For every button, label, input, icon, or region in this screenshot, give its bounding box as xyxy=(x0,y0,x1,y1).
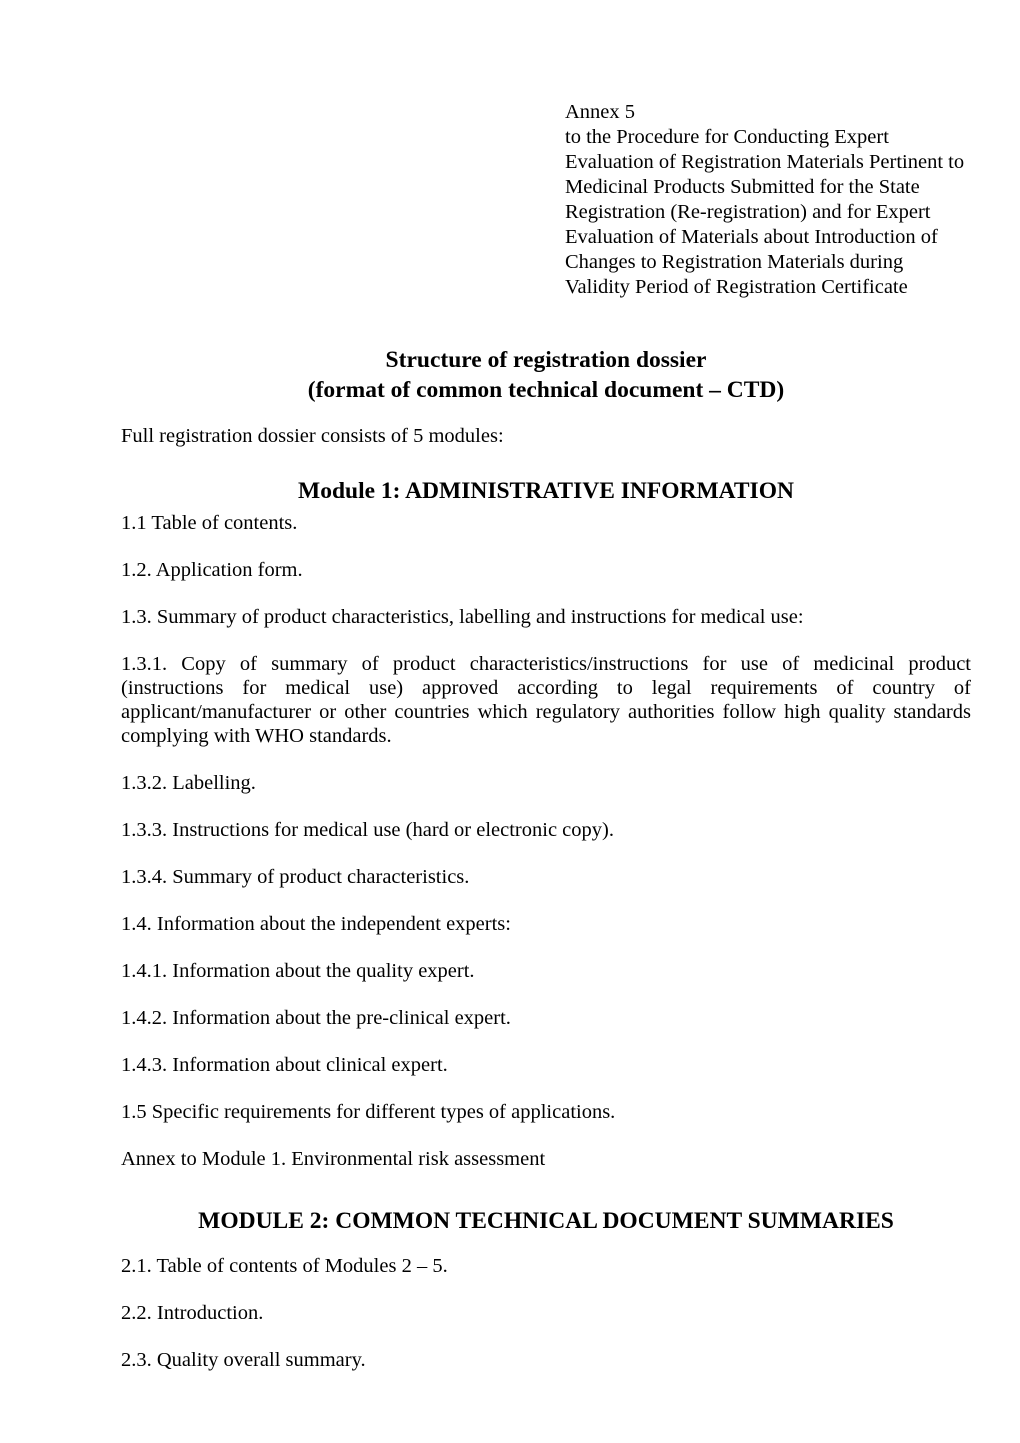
item-1-3-4: 1.3.4. Summary of product characteristics. xyxy=(121,866,470,888)
paragraph-1-3-1-line: complying with WHO standards. xyxy=(121,725,392,747)
item-2-1: 2.1. Table of contents of Modules 2 – 5. xyxy=(121,1255,448,1277)
annex-reference-line: Evaluation of Materials about Introduction of xyxy=(565,226,938,248)
intro-text: Full registration dossier consists of 5 modules: xyxy=(121,425,504,447)
annex-reference-line: Validity Period of Registration Certificate xyxy=(565,276,908,298)
item-1-3: 1.3. Summary of product characteristics, labelling and instructions for medical use: xyxy=(121,606,804,628)
item-1-4-2: 1.4.2. Information about the pre-clinical expert. xyxy=(121,1007,511,1029)
paragraph-1-3-1-line: (instructions for medical use) approved according to legal requirements of country of xyxy=(121,677,971,699)
item-1-4: 1.4. Information about the independent experts: xyxy=(121,913,511,935)
item-1-3-2: 1.3.2. Labelling. xyxy=(121,772,256,794)
document-title xyxy=(121,345,971,405)
main-text-column xyxy=(121,345,971,1372)
item-1-4-3: 1.4.3. Information about clinical expert. xyxy=(121,1054,448,1076)
module1-heading: Module 1: ADMINISTRATIVE INFORMATION xyxy=(298,478,794,504)
annex-reference-line: Evaluation of Registration Materials Pertinent to xyxy=(565,151,965,173)
item-1-4-1: 1.4.1. Information about the quality expert. xyxy=(121,960,475,982)
module2-heading: MODULE 2: COMMON TECHNICAL DOCUMENT SUMMARIES xyxy=(198,1208,894,1234)
item-1-2: 1.2. Application form. xyxy=(121,559,303,581)
item-1-3-3: 1.3.3. Instructions for medical use (hard or electronic copy). xyxy=(121,819,614,841)
paragraph-1-3-1-line: 1.3.1. Copy of summary of product characteristics/instructions for use of medicinal product xyxy=(121,653,971,675)
document-title-line2: (format of common technical document – CTD) xyxy=(307,377,785,403)
paragraph-1-3-1 xyxy=(121,652,971,748)
item-2-3: 2.3. Quality overall summary. xyxy=(121,1349,366,1371)
document-title-line1: Structure of registration dossier xyxy=(385,347,707,373)
annex-reference-line: Changes to Registration Materials during xyxy=(565,251,904,273)
item-2-2: 2.2. Introduction. xyxy=(121,1302,264,1324)
item-annex-to-module1: Annex to Module 1. Environmental risk assessment xyxy=(121,1148,546,1170)
annex-reference-line: Registration (Re-registration) and for Expert xyxy=(565,201,931,223)
item-1-5: 1.5 Specific requirements for different types of applications. xyxy=(121,1101,616,1123)
annex-reference-line: Medicinal Products Submitted for the State xyxy=(565,176,920,198)
annex-reference-block xyxy=(565,100,995,300)
annex-reference-line: to the Procedure for Conducting Expert xyxy=(565,126,889,148)
item-1-1: 1.1 Table of contents. xyxy=(121,512,298,534)
annex-reference-line: Annex 5 xyxy=(565,101,636,123)
paragraph-1-3-1-line: applicant/manufacturer or other countries which regulatory authorities follow high quality standards xyxy=(121,701,971,723)
